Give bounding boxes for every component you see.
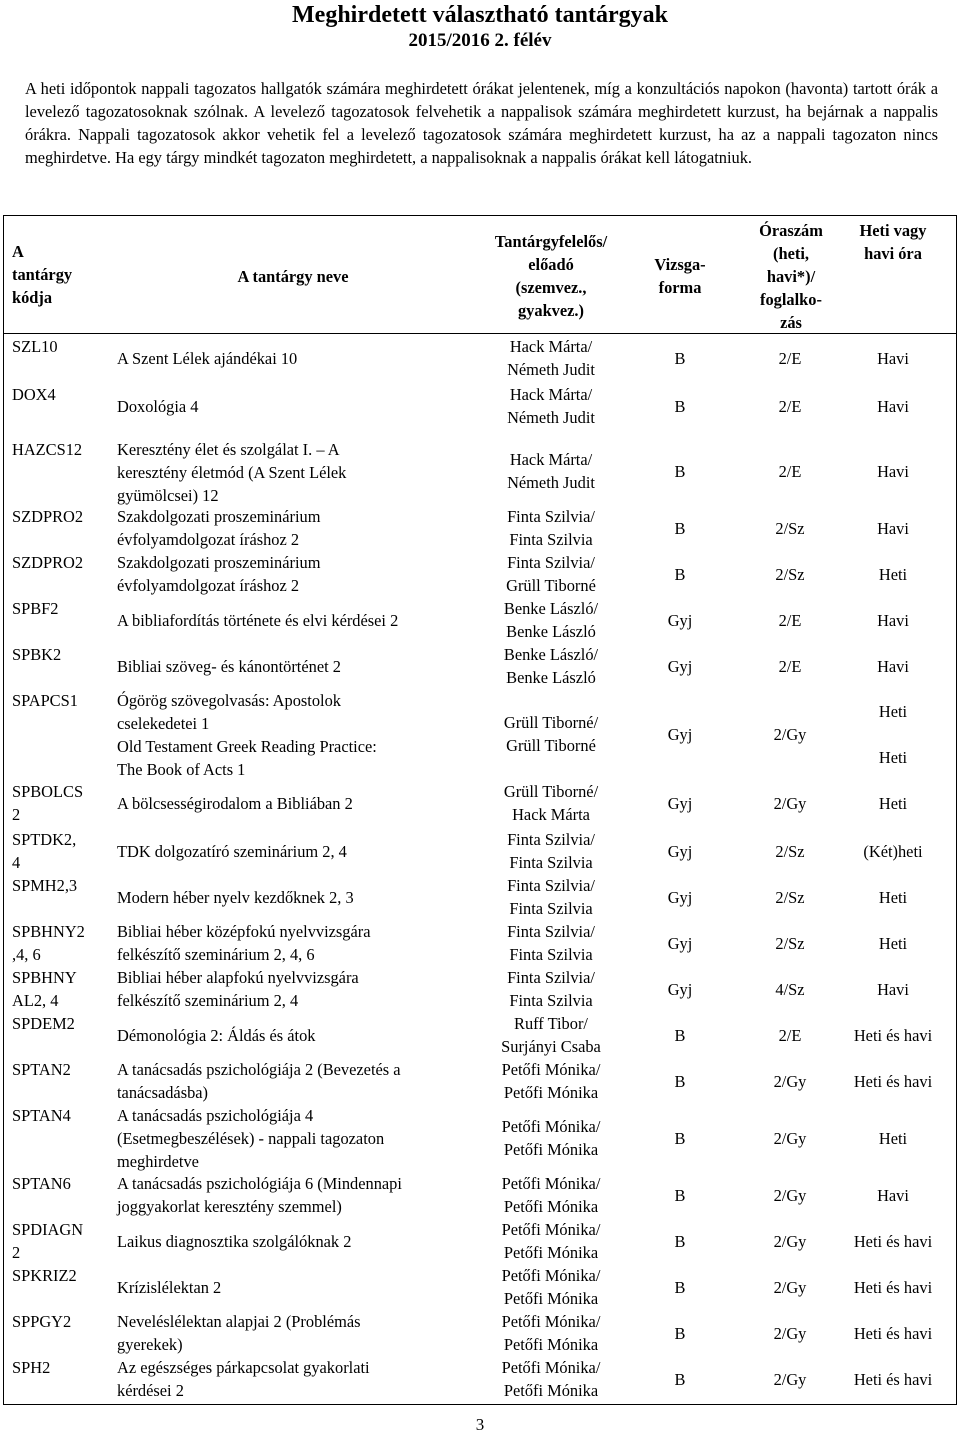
course-frequency: Havi	[877, 611, 909, 630]
course-teacher: Benke László/ Benke László	[503, 599, 599, 641]
course-frequency: Heti és havi	[853, 1072, 933, 1091]
course-teacher: Finta Szilvia/ Finta Szilvia	[507, 507, 595, 549]
course-teacher: Grüll Tiborné/ Grüll Tiborné	[503, 713, 599, 755]
course-name: A tanácsadás pszichológiája 6 (Mindennapi joggyakorlat keresztény szemmel)	[117, 1174, 402, 1216]
course-frequency: Heti és havi	[853, 1278, 933, 1297]
course-frequency: Heti	[878, 934, 908, 953]
course-code: SPTAN2	[12, 1060, 71, 1079]
course-teacher: Hack Márta/ Németh Judit	[507, 450, 595, 492]
course-exam-form: B	[674, 1186, 686, 1205]
course-code: SPAPCS1	[12, 691, 78, 710]
page-number: 3	[475, 1415, 485, 1434]
course-exam-form: B	[674, 1278, 686, 1297]
course-hours: 2/E	[778, 1026, 802, 1045]
course-exam-form: Gyj	[667, 611, 693, 630]
course-exam-form: Gyj	[667, 888, 693, 907]
course-hours: 2/E	[778, 611, 802, 630]
course-code: SPTAN4	[12, 1106, 71, 1125]
course-name: A bibliafordítás története és elvi kérdései 2	[117, 611, 399, 630]
course-hours: 2/Gy	[773, 1072, 807, 1091]
course-teacher: Ruff Tibor/ Surjányi Csaba	[501, 1014, 601, 1056]
course-teacher: Petőfi Mónika/ Petőfi Mónika	[501, 1174, 601, 1216]
course-teacher: Petőfi Mónika/ Petőfi Mónika	[501, 1060, 601, 1102]
course-name: Ógörög szövegolvasás: Apostolok cselekedetei 1 Old Testament Greek Reading Practice: The Book of Acts 1	[117, 691, 377, 779]
course-hours: 2/Gy	[773, 1186, 807, 1205]
course-exam-form: B	[674, 462, 686, 481]
course-code: SPBHNY AL2, 4	[12, 968, 77, 1010]
course-teacher: Finta Szilvia/ Finta Szilvia	[507, 830, 595, 872]
course-hours: 2/Gy	[773, 794, 807, 813]
course-teacher: Hack Márta/ Németh Judit	[507, 337, 595, 379]
course-teacher: Petőfi Mónika/ Petőfi Mónika	[501, 1117, 601, 1159]
page-title: Meghirdetett választható tantárgyak	[292, 2, 668, 28]
course-frequency: Heti és havi	[853, 1324, 933, 1343]
course-hours: 2/Sz	[775, 888, 805, 907]
course-code: SPTDK2, 4	[12, 830, 77, 872]
course-teacher: Benke László/ Benke László	[503, 645, 599, 687]
course-name: Modern héber nyelv kezdőknek 2, 3	[117, 888, 354, 907]
course-hours: 2/Gy	[773, 1370, 807, 1389]
course-frequency: Heti	[878, 794, 908, 813]
course-frequency: Heti	[878, 1129, 908, 1148]
course-code: SPBK2	[12, 645, 62, 664]
course-exam-form: B	[674, 565, 686, 584]
course-exam-form: B	[674, 1370, 686, 1389]
course-frequency: Havi	[877, 349, 909, 368]
course-teacher: Finta Szilvia/ Grüll Tiborné	[506, 553, 596, 595]
course-hours: 2/E	[778, 462, 802, 481]
course-hours: 2/Gy	[773, 1324, 807, 1343]
course-frequency: Heti és havi	[853, 1026, 933, 1045]
course-teacher: Petőfi Mónika/ Petőfi Mónika	[501, 1358, 601, 1400]
course-hours: 2/E	[778, 397, 802, 416]
course-name: Laikus diagnosztika szolgálóknak 2	[117, 1232, 352, 1251]
course-name: Neveléslélektan alapjai 2 (Problémás gyerekek)	[117, 1312, 361, 1354]
course-hours: 2/Sz	[775, 519, 805, 538]
course-teacher: Finta Szilvia/ Finta Szilvia	[507, 876, 595, 918]
course-teacher: Finta Szilvia/ Finta Szilvia	[507, 968, 595, 1010]
course-exam-form: B	[674, 349, 686, 368]
course-hours: 2/E	[778, 657, 802, 676]
course-name: Bibliai héber alapfokú nyelvvizsgára felkészítő szeminárium 2, 4	[117, 968, 359, 1010]
header-exam: Vizsga- forma	[654, 255, 706, 297]
course-name: Démonológia 2: Áldás és átok	[117, 1026, 316, 1045]
course-exam-form: Gyj	[667, 794, 693, 813]
page-subtitle: 2015/2016 2. félév	[408, 30, 552, 51]
course-code: HAZCS12	[12, 440, 83, 459]
course-teacher: Hack Márta/ Németh Judit	[507, 385, 595, 427]
course-code: SPH2	[12, 1358, 51, 1377]
course-frequency: Havi	[877, 519, 909, 538]
header-subject: A tantárgy neve	[237, 267, 349, 286]
course-exam-form: B	[674, 1072, 686, 1091]
course-exam-form: Gyj	[667, 842, 693, 861]
header-teacher: Tantárgyfelelős/ előadó (szemvez., gyakvez.)	[494, 232, 608, 320]
course-teacher: Petőfi Mónika/ Petőfi Mónika	[501, 1220, 601, 1262]
course-code: SPMH2,3	[12, 876, 78, 895]
course-name: Bibliai szöveg- és kánontörténet 2	[117, 657, 341, 676]
header-code: A tantárgy kódja	[12, 242, 73, 307]
course-frequency: Havi	[877, 462, 909, 481]
course-hours: 2/Gy	[773, 1129, 807, 1148]
course-exam-form: B	[674, 1324, 686, 1343]
course-name: A bölcsességirodalom a Bibliában 2	[117, 794, 353, 813]
course-code: SPKRIZ2	[12, 1266, 77, 1285]
course-name: TDK dolgozatíró szeminárium 2, 4	[117, 842, 347, 861]
course-exam-form: Gyj	[667, 725, 693, 744]
course-frequency: (Két)heti	[863, 842, 923, 861]
header-hours: Óraszám (heti, havi*)/ foglalko- zás	[759, 221, 823, 332]
course-frequency: Havi	[877, 397, 909, 416]
course-name: Bibliai héber középfokú nyelvvizsgára felkészítő szeminárium 2, 4, 6	[117, 922, 371, 964]
course-hours: 4/Sz	[775, 980, 805, 999]
course-name: Szakdolgozati proszeminárium évfolyamdolgozat íráshoz 2	[117, 553, 321, 595]
course-exam-form: Gyj	[667, 657, 693, 676]
course-code: DOX4	[12, 385, 56, 404]
course-code: SPPGY2	[12, 1312, 72, 1331]
intro-paragraph: A heti időpontok nappali tagozatos hallgatók számára meghirdetett órákat jelentenek, míg a konzultációs napokon (havonta) tartott órák a levelező tagozatosoknak szólnak. A levelező tagozatosok felvehetik a nappalisok számára meghirdetett kurzust, ha bejárnak a nappalis órákra. Nappali tagozatosok akkor vehetik fel a levelező tagozatosok számára meghirdetett kurzust, ha az a nappali tagozaton nincs meghirdetve. Ha egy tárgy mindkét tagozaton meghirdetett, a nappalisoknak a nappalis órákat kell látogatniuk.	[25, 79, 938, 167]
course-teacher: Petőfi Mónika/ Petőfi Mónika	[501, 1312, 601, 1354]
course-exam-form: B	[674, 1026, 686, 1045]
course-hours: 2/Gy	[773, 1278, 807, 1297]
course-hours: 2/Gy	[773, 1232, 807, 1251]
course-exam-form: B	[674, 1129, 686, 1148]
course-code: SPBOLCS 2	[12, 782, 84, 824]
course-name: Keresztény élet és szolgálat I. – A keresztény életmód (A Szent Lélek gyümölcsei) 12	[117, 440, 347, 505]
course-code: SPDIAGN 2	[12, 1220, 84, 1262]
course-hours: 2/E	[778, 349, 802, 368]
course-code: SPDEM2	[12, 1014, 75, 1033]
course-code: SPBHNY2 ,4, 6	[12, 922, 85, 964]
course-frequency: Heti	[878, 565, 908, 584]
course-name: Szakdolgozati proszeminárium évfolyamdolgozat íráshoz 2	[117, 507, 321, 549]
course-teacher: Grüll Tiborné/ Hack Márta	[503, 782, 599, 824]
course-code: SZL10	[12, 337, 58, 356]
course-frequency: Havi	[877, 1186, 909, 1205]
course-code: SZDPRO2	[12, 553, 84, 572]
course-code: SZDPRO2	[12, 507, 84, 526]
course-name: Krízislélektan 2	[117, 1278, 222, 1297]
course-name: A tanácsadás pszichológiája 2 (Bevezetés a tanácsadásba)	[117, 1060, 401, 1102]
course-hours: 2/Sz	[775, 934, 805, 953]
header-freq: Heti vagy havi óra	[859, 221, 927, 263]
course-frequency: Heti és havi	[853, 1370, 933, 1389]
course-teacher: Finta Szilvia/ Finta Szilvia	[507, 922, 595, 964]
course-exam-form: B	[674, 1232, 686, 1251]
course-name: Az egészséges párkapcsolat gyakorlati kérdései 2	[117, 1358, 370, 1400]
course-teacher: Petőfi Mónika/ Petőfi Mónika	[501, 1266, 601, 1308]
course-frequency: Havi	[877, 657, 909, 676]
course-frequency: Heti Heti	[878, 702, 908, 767]
course-hours: 2/Sz	[775, 565, 805, 584]
course-code: SPTAN6	[12, 1174, 71, 1193]
course-exam-form: B	[674, 519, 686, 538]
course-name: A Szent Lélek ajándékai 10	[117, 349, 298, 368]
course-name: Doxológia 4	[117, 397, 199, 416]
course-frequency: Heti	[878, 888, 908, 907]
course-code: SPBF2	[12, 599, 59, 618]
course-exam-form: Gyj	[667, 980, 693, 999]
course-hours: 2/Sz	[775, 842, 805, 861]
course-exam-form: Gyj	[667, 934, 693, 953]
course-exam-form: B	[674, 397, 686, 416]
course-name: A tanácsadás pszichológiája 4 (Esetmegbeszélések) - nappali tagozaton meghirdetve	[117, 1106, 385, 1171]
course-hours: 2/Gy	[773, 725, 807, 744]
course-frequency: Heti és havi	[853, 1232, 933, 1251]
course-frequency: Havi	[877, 980, 909, 999]
